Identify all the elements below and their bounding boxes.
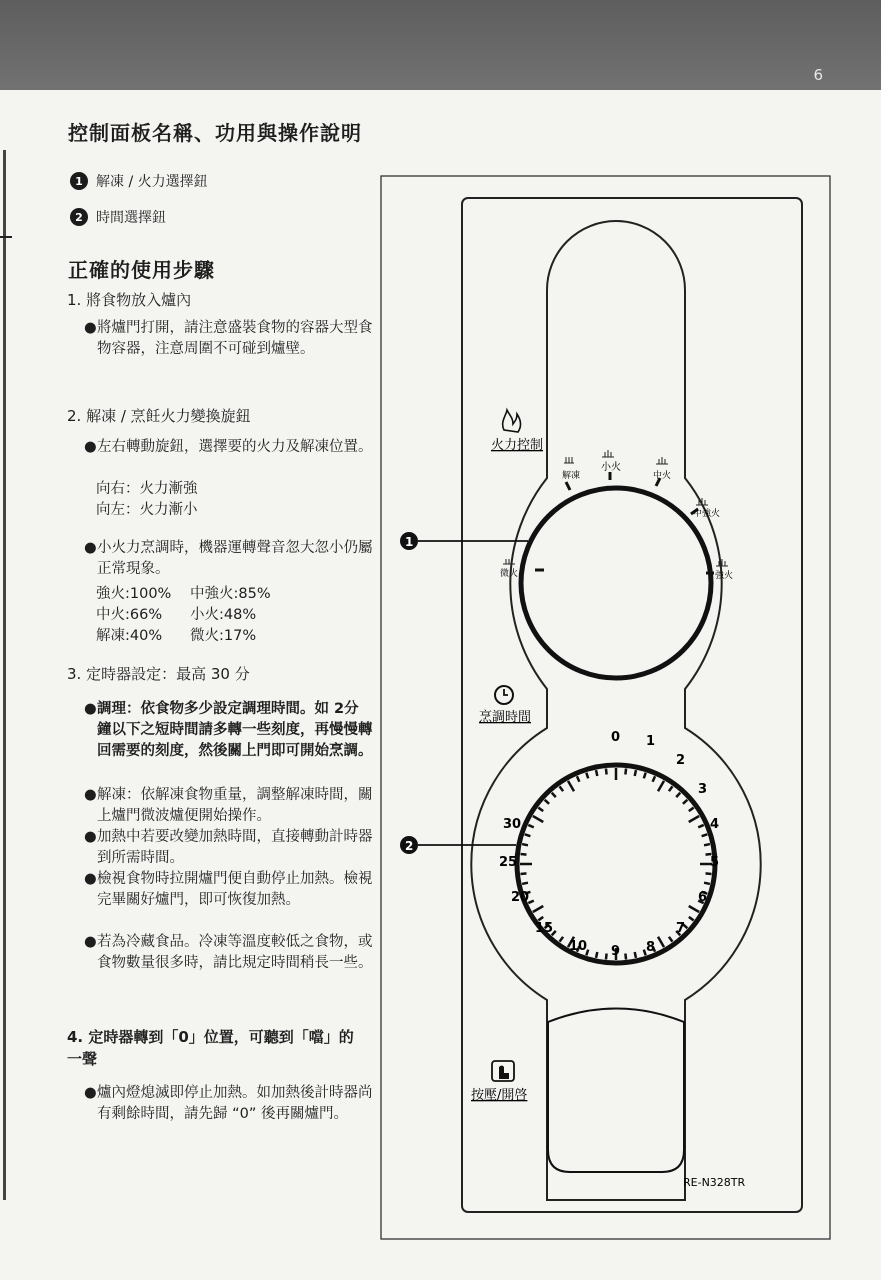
power-setting-label: 強火 [715,571,734,581]
timer-tick [577,776,579,781]
power-setting-label: 解凍 [562,471,581,481]
timer-tick [552,793,556,797]
timer-tick [669,786,673,791]
timer-tick [653,776,655,781]
part-number: 2 [70,208,88,226]
turn-right-note: 向右：火力漸強 [96,481,198,497]
timer-tick-label: 6 [698,890,708,905]
step-3-bullet-2: ● 解凍：依解凍食物重量，調整解凍時間，關上爐門微波爐便開始操作。 [84,787,373,824]
timer-tick [669,937,673,942]
power-setting-label: 微火 [500,569,519,579]
door-release-label: 按壓/開啓 [471,1088,528,1103]
timer-tick [560,786,564,791]
timer-tick [676,793,680,797]
timer-label: 烹調時間 [479,710,532,725]
timer-tick [560,937,564,942]
step-3-heading: 3. 定時器設定：最高 30 分 [67,665,250,683]
timer-tick-label: 30 [503,817,522,832]
timer-tick [596,952,597,958]
timer-tick [704,883,710,884]
timer-tick [702,834,708,836]
timer-tick [521,854,527,855]
timer-tick [568,781,574,791]
timer-tick [533,816,543,822]
timer-tick [706,873,712,874]
timer-tick-label: 4 [710,817,720,832]
timer-tick [522,844,528,845]
page-title: 控制面板名稱、功用與操作說明 [68,121,362,145]
step-2-bullet-2: ● 小火力烹調時，機器運轉聲音忽大忽小仍屬正常現象。 [84,540,373,577]
timer-tick [658,937,664,947]
timer-tick [606,954,607,960]
model-number: RE-N328TR [683,1176,746,1189]
timer-tick-label: 25 [499,855,518,870]
timer-tick [683,800,687,804]
timer-tick-label: 10 [569,939,588,954]
step-4-heading: 4. 定時器轉到「0」位置，可聽到「噹」的一聲 [67,1028,354,1068]
step-1-bullet: ● 將爐門打開，請注意盛裝食物的容器大型食物容器，注意周圍不可碰到爐壁。 [84,320,373,357]
part-label: 解凍 / 火力選擇鈕 [96,174,208,190]
timer-tick [658,781,664,791]
door-release-button [548,1009,684,1173]
timer-tick [545,800,549,804]
timer-tick-label: 5 [710,855,720,870]
power-setting-label: 小火 [601,462,621,473]
timer-tick [522,883,528,884]
timer-tick [635,770,636,776]
timer-tick [533,906,543,912]
timer-tick-label: 15 [535,921,554,936]
timer-tick-label: 2 [676,753,686,768]
timer-tick [521,873,527,874]
timer-tick-label: 1 [646,734,656,749]
timer-tick [625,954,626,960]
callout-number: 2 [405,839,414,853]
power-level: 小火:48% [190,607,257,623]
timer-tick-label: 9 [611,944,621,959]
timer-tick [689,808,694,812]
timer-tick [525,834,531,836]
flame-icon [503,410,521,432]
power-level: 微火:17% [190,628,257,644]
power-level: 解凍:40% [96,628,163,644]
timer-tick-label: 20 [511,890,530,905]
power-setting-label: 中火 [653,471,672,481]
step-4-bullet: ● 爐內燈熄滅即停止加熱。如加熱後計時器尚有剩餘時間，請先歸 “0” 後再關爐門。 [84,1085,373,1122]
step-1-heading: 1. 將食物放入爐內 [67,291,192,309]
timer-tick [689,816,699,822]
timer-tick-label: 8 [646,940,656,955]
callout-number: 1 [405,535,414,549]
timer-tick-label: 3 [698,782,708,797]
power-control-label: 火力控制 [491,438,544,453]
step-3-bullet-5: ● 若為冷藏食品。冷凍等溫度較低之食物，或食物數量很多時，請比規定時間稍長一些。 [84,934,373,971]
timer-tick [596,770,597,776]
timer-tick [625,769,626,775]
timer-tick [704,844,710,845]
power-setting-label: 中強火 [693,509,721,519]
timer-tick [586,773,588,779]
page-number: 6 [813,66,823,84]
timer-tick [689,917,694,921]
section-title: 正確的使用步驟 [68,258,215,282]
power-dial [521,488,711,678]
timer-tick-label: 7 [676,921,686,936]
power-level: 中火:66% [96,607,163,623]
timer-tick [635,952,636,958]
power-level: 中強火:85% [190,586,271,602]
timer-tick [528,901,533,903]
turn-left-note: 向左：火力漸小 [96,502,198,518]
timer-tick [644,773,646,779]
step-3-bullet-3: ● 加熱中若要改變加熱時間，直接轉動計時器到所需時間。 [84,829,373,866]
part-label: 時間選擇鈕 [96,210,166,226]
part-number: 1 [70,172,88,190]
timer-tick [689,906,699,912]
timer-tick [538,808,543,812]
panel-outer-frame [381,176,830,1239]
timer-tick [528,825,533,827]
timer-tick [698,825,703,827]
step-3-bullet-1: ● 調理：依食物多少設定調理時間。如 2分 鐘以下之短時間請多轉一些刻度，再慢慢轉回需要的刻度，然後關上門即可開始烹調。 [84,701,373,759]
step-2-bullet-1: ● 左右轉動旋鈕，選擇要的火力及解凍位置。 [84,439,373,455]
timer-tick [606,769,607,775]
step-2-heading: 2. 解凍 / 烹飪火力變換旋鈕 [67,407,251,425]
power-level: 強火:100% [96,586,172,602]
panel-inner-frame [462,198,802,1212]
timer-tick [538,917,543,921]
step-3-bullet-4: ● 檢視食物時拉開爐門便自動停止加熱。檢視完畢關好爐門，即可恢復加熱。 [84,871,373,908]
timer-tick-label: 0 [611,730,621,745]
